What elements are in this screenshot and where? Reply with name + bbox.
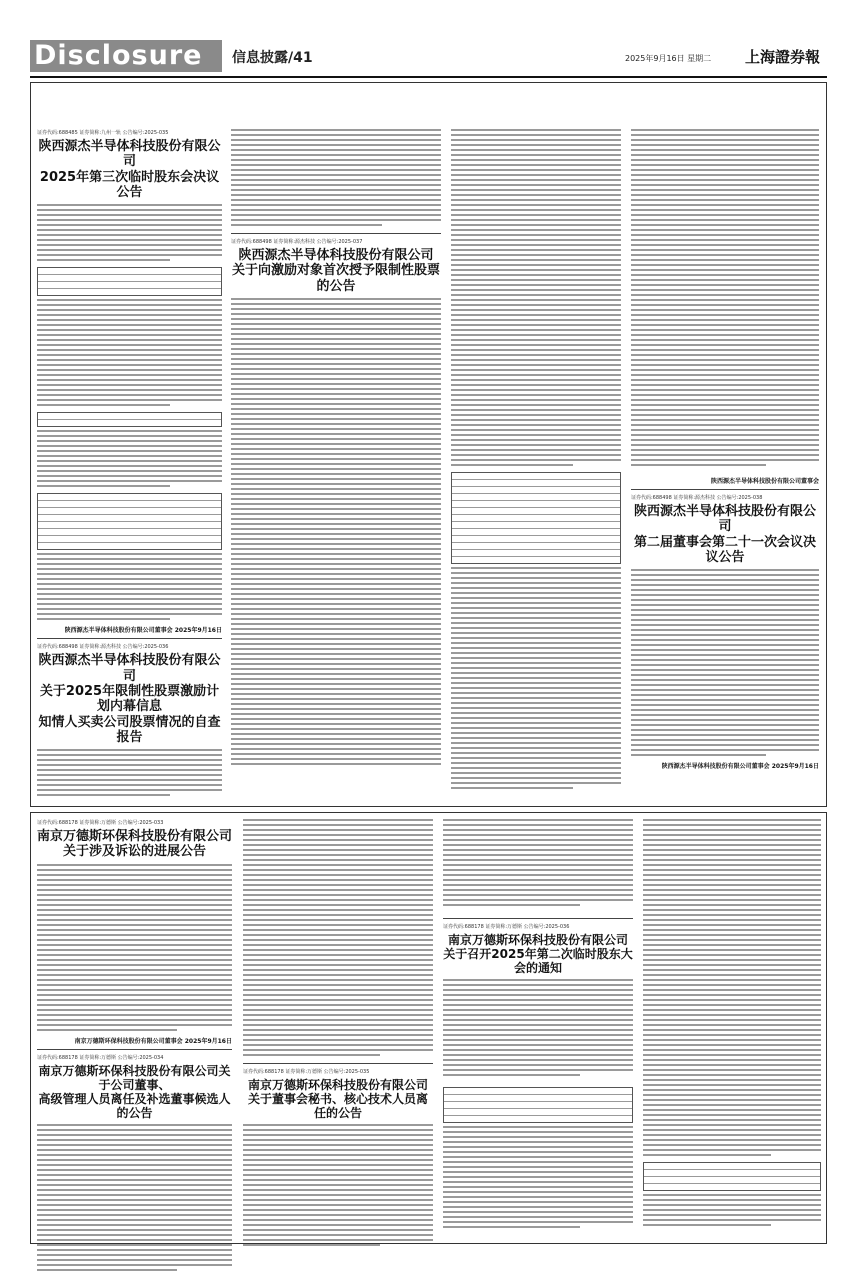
article-code: 证券代码:688485 证券简称:九州一轨 公告编号:2025-035	[37, 130, 169, 136]
column-2	[243, 819, 433, 1239]
column-2	[231, 129, 441, 801]
article-signature: 陕西源杰半导体科技股份有限公司董事会 2025年9月16日	[661, 763, 819, 771]
article-body	[643, 1194, 821, 1234]
title-line: 南京万德斯环保科技股份有限公司	[37, 829, 233, 844]
article-divider	[631, 489, 819, 490]
article-title	[37, 139, 222, 200]
data-table	[37, 267, 222, 296]
title-line: 陕西源杰半导体科技股份有限公司	[38, 653, 221, 684]
article-body	[443, 979, 633, 1084]
article-code: 证券代码:688498 证券简称:源杰科技 公告编号:2025-038	[631, 495, 763, 501]
title-line: 第二届董事会第二十一次会议决议公告	[633, 534, 816, 565]
title-line: 南京万德斯环保科技股份有限公司	[447, 933, 628, 947]
article-body	[37, 553, 222, 623]
title-line: 关于2025年限制性股票激励计划内幕信息	[39, 683, 220, 715]
article-body	[243, 819, 433, 1059]
section-name: 信息披露	[232, 50, 288, 66]
article-divider	[243, 1063, 433, 1064]
article-body	[37, 749, 222, 799]
column-3	[443, 819, 633, 1239]
title-line: 关于召开2025年第二次临时股东大会的通知	[443, 947, 633, 976]
article-body	[451, 129, 621, 469]
article-title	[37, 653, 222, 745]
article-code: 证券代码:688178 证券简称:万德斯 公告编号:2025-033	[37, 820, 164, 826]
title-line: 2025年第三次临时股东会决议公告	[39, 169, 220, 200]
article-divider	[37, 638, 222, 639]
article-body	[643, 819, 821, 1159]
article-code: 证券代码:688498 证券简称:源杰科技 公告编号:2025-036	[37, 644, 169, 651]
article-code: 证券代码:688178 证券简称:万德斯 公告编号:2025-036	[443, 924, 570, 930]
title-line: 关于涉及诉讼的进展公告	[62, 844, 206, 860]
page-header	[0, 0, 857, 76]
data-table	[443, 1087, 633, 1123]
article-body	[443, 819, 633, 914]
article-code: 证券代码:688498 证券简称:源杰科技 公告编号:2025-037	[231, 239, 363, 245]
article-body	[631, 569, 819, 759]
article-title	[231, 248, 441, 294]
article-title	[37, 829, 232, 860]
title-line: 南京万德斯环保科技股份有限公司关于公司董事、	[38, 1063, 231, 1092]
data-table	[37, 493, 222, 550]
article-title	[243, 1078, 433, 1120]
column-4	[643, 819, 821, 1239]
section-title	[232, 47, 313, 67]
issue-date: 2025年9月16日 星期二	[625, 54, 712, 63]
section-brand: Disclosure	[30, 40, 222, 72]
newspaper-name: 上海證券報	[745, 48, 821, 66]
title-line: 关于向激励对象首次授予限制性股票的公告	[231, 263, 440, 294]
column-1	[37, 819, 232, 1239]
article-body	[231, 129, 441, 229]
article-body	[37, 299, 222, 409]
title-line: 陕西源杰半导体科技股份有限公司	[38, 139, 221, 170]
bottom-section	[30, 812, 827, 1244]
title-line: 陕西源杰半导体科技股份有限公司	[633, 504, 816, 535]
article-divider	[231, 233, 441, 234]
article-body	[37, 204, 222, 264]
article-body	[631, 129, 819, 474]
title-line: 关于董事会秘书、核心技术人员离任的公告	[247, 1092, 428, 1121]
article-body	[451, 567, 621, 797]
title-line: 知情人买卖公司股票情况的自查报告	[38, 714, 221, 745]
article-divider	[443, 918, 633, 919]
article-body	[37, 430, 222, 490]
article-signature: 南京万德斯环保科技股份有限公司董事会 2025年9月16日	[74, 1037, 232, 1045]
article-code: 证券代码:688178 证券简称:万德斯 公告编号:2025-035	[243, 1069, 370, 1075]
article-title	[443, 933, 633, 975]
title-line: 南京万德斯环保科技股份有限公司	[247, 1078, 428, 1092]
article-divider	[37, 1049, 232, 1050]
column-4	[631, 129, 819, 801]
article-signature: 陕西源杰半导体科技股份有限公司董事会 2025年9月16日	[64, 627, 222, 635]
article-body	[231, 298, 441, 768]
article-body	[37, 1124, 232, 1274]
data-table	[643, 1162, 821, 1191]
top-section	[30, 82, 827, 807]
article-body	[37, 864, 232, 1034]
title-line: 陕西源杰半导体科技股份有限公司	[238, 248, 434, 263]
data-table	[451, 472, 621, 564]
title-line: 高级管理人员离任及补选董事候选人的公告	[38, 1091, 231, 1121]
article-title	[631, 504, 819, 565]
header-rule	[30, 76, 827, 78]
article-signature: 陕西源杰半导体科技股份有限公司董事会	[710, 478, 819, 485]
article-code: 证券代码:688178 证券简称:万德斯 公告编号:2025-034	[37, 1054, 164, 1061]
column-1	[37, 129, 222, 801]
article-body	[243, 1124, 433, 1254]
column-3	[451, 129, 621, 801]
article-title	[37, 1064, 232, 1121]
article-body	[443, 1126, 633, 1236]
page-number: /41	[288, 50, 313, 66]
data-table	[37, 412, 222, 427]
